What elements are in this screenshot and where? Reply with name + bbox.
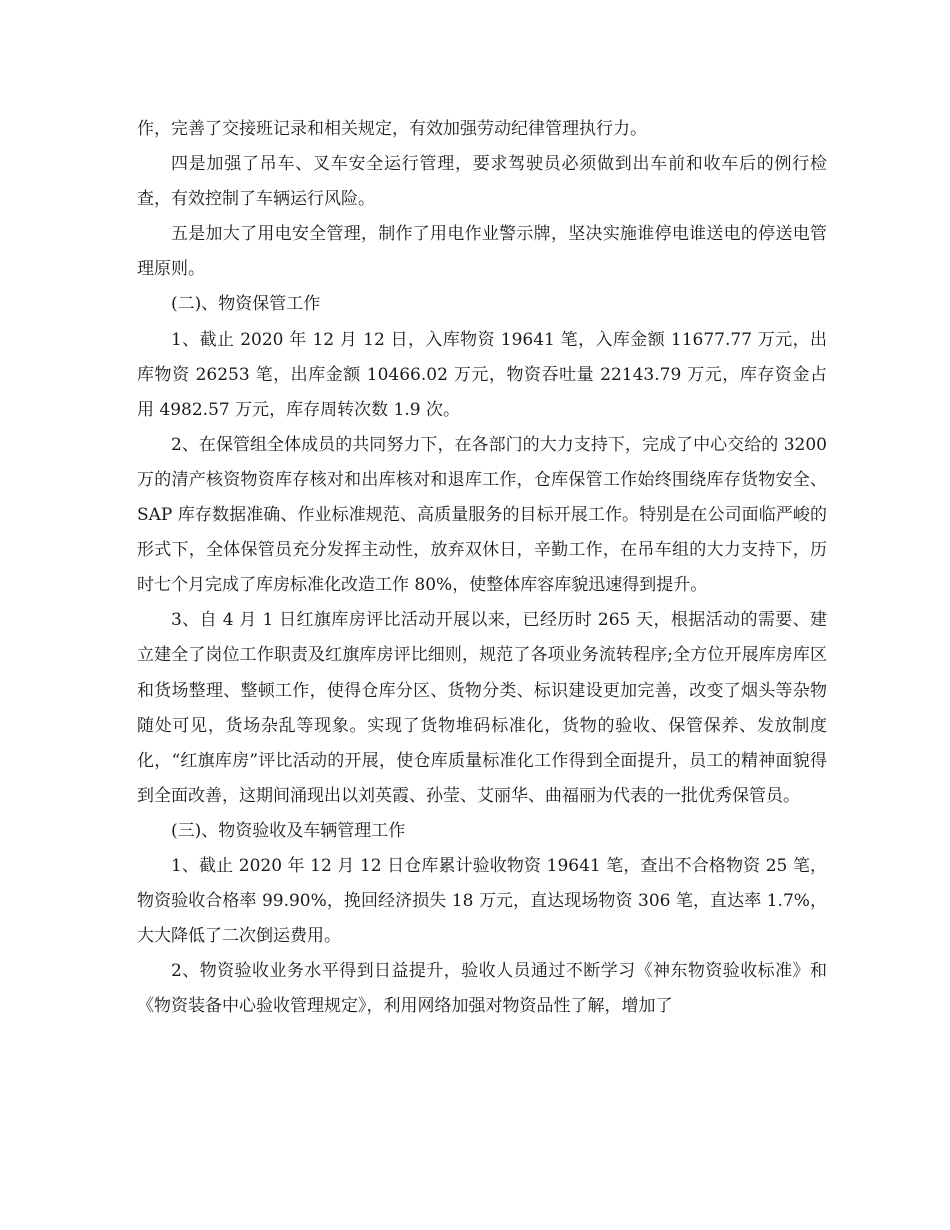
paragraph-storage-stats: 1、截止 2020 年 12 月 12 日，入库物资 19641 笔，入库金额 11677.77 万元，出库物资 26253 笔，出库金额 10466.02 万元，物资吞吐量 22143.79 万元，库存资金占用 4982.57 万元，库存周转次数 1.9 次。 bbox=[137, 329, 827, 420]
section-heading-inspection: (三)、物资验收及车辆管理工作 bbox=[171, 820, 406, 841]
paragraph-crane-forklift-safety: 四是加强了吊车、叉车安全运行管理，要求驾驶员必须做到出车前和收车后的例行检查，有效控制了车辆运行风险。 bbox=[137, 154, 827, 210]
paragraph-storage-team: 2、在保管组全体成员的共同努力下，在各部门的大力支持下，完成了中心交给的 3200 万的清产核资物资库存核对和出库核对和退库工作，仓库保管工作始终围绕库存货物安全、SAP 库存数据准确、作业标准规范、高质量服务的目标开展工作。特别是在公司面临严峻的形式下，全体保管员充分发挥主动性，放弃双休日，辛勤工作，在吊车组的大力支持下，历时七个月完成了库房标准化改造工作 80%，使整体库容库貌迅速得到提升。 bbox=[137, 434, 827, 596]
paragraph-inspection-stats: 1、截止 2020 年 12 月 12 日仓库累计验收物资 19641 笔，查出不合格物资 25 笔，物资验收合格率 99.90%，挽回经济损失 18 万元，直达现场物资 306 笔，直达率 1.7%，大大降低了二次倒运费用。 bbox=[137, 855, 827, 947]
document-body bbox=[137, 112, 827, 1024]
paragraph-electric-safety: 五是加大了用电安全管理，制作了用电作业警示牌，坚决实施谁停电谁送电的停送电管理原则。 bbox=[137, 224, 827, 280]
paragraph-red-flag-warehouse: 3、自 4 月 1 日红旗库房评比活动开展以来，已经历时 265 天，根据活动的需要、建立建全了岗位工作职责及红旗库房评比细则，规范了各项业务流转程序;全方位开展库房库区和货场整理、整顿工作，使得仓库分区、货物分类、标识建设更加完善，改变了烟头等杂物随处可见，货场杂乱等现象。实现了货物堆码标准化，货物的验收、保管保养、发放制度化，“红旗库房”评比活动的开展，使仓库质量标准化工作得到全面提升，员工的精神面貌得到全面改善，这期间涌现出以刘英霞、孙莹、艾丽华、曲福丽为代表的一批优秀保管员。 bbox=[137, 610, 827, 806]
paragraph-continuation: 作，完善了交接班记录和相关规定，有效加强劳动纪律管理执行力。 bbox=[137, 119, 647, 139]
section-heading-storage: (二)、物资保管工作 bbox=[171, 294, 321, 315]
paragraph-inspection-skills: 2、物资验收业务水平得到日益提升，验收人员通过不断学习《神东物资验收标准》和《物资装备中心验收管理规定》，利用网络加强对物资品性了解，增加了 bbox=[137, 961, 827, 1017]
